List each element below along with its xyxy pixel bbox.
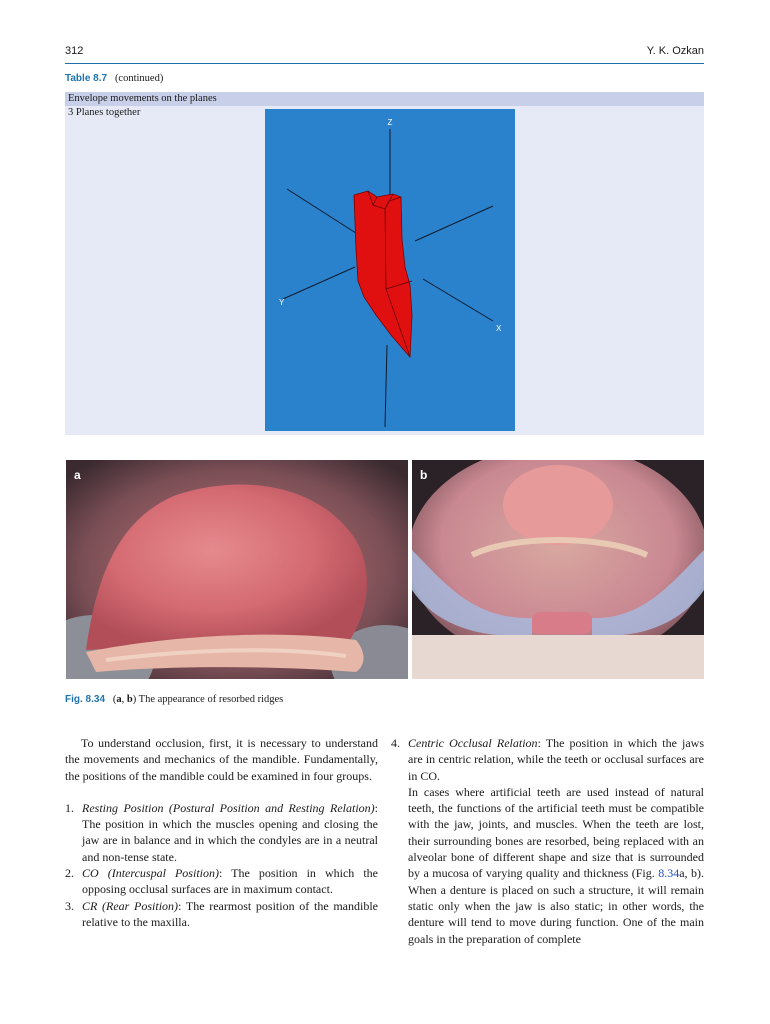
z-axis-lower xyxy=(385,345,387,427)
axis-line-upper-left xyxy=(287,189,359,235)
list-item xyxy=(65,800,378,865)
panel-label-a: a xyxy=(74,468,81,482)
axis-label-x: X xyxy=(496,324,502,333)
photo-panel-a xyxy=(66,460,408,679)
resorbed-ridge-photo-b xyxy=(412,460,704,679)
list-number: 1. xyxy=(65,800,74,815)
intro-paragraph: To understand occlusion, first, it is necessary to understand the movements and mechanics of the mandible. Fundamentally, the positions of the mandible could be examined in four groups. xyxy=(65,736,378,783)
list-number: 3. xyxy=(65,898,74,913)
list-text: : The position in which the jaws are in centric relation, while the teeth or occlusal surfaces are in CO. xyxy=(408,736,704,783)
list-term: Centric Occlusal Relation xyxy=(408,736,538,750)
figure-caption-b: b xyxy=(126,694,133,705)
x-axis-line xyxy=(423,279,493,321)
table-caption-text: (continued) xyxy=(114,73,164,84)
panel-label-b: b xyxy=(420,468,428,482)
body-column-right xyxy=(391,735,704,947)
list-text: : The rearmost position of the mandible relative to the maxilla. xyxy=(82,898,378,929)
list-term: CO (Intercuspal Position) xyxy=(82,866,219,881)
list-term: Resting Position (Postural Position and Resting Relation) xyxy=(82,800,375,815)
figure-caption-a: a xyxy=(116,694,122,705)
photo-panel-b xyxy=(412,460,704,679)
table-row-label: 3 Planes together xyxy=(68,107,141,118)
header-rule xyxy=(65,63,704,64)
paragraph-text-before: In cases where artificial teeth are used instead of natural teeth, the functions of the artificial teeth must be compatible with the jaw, joints, and muscles. When the teeth are lost, their surrounding bones are resorbed, being replaced with an alveolar bone of different shape and size that is surrounded by a mucosa of varying quality and thickness (Fig. xyxy=(408,784,704,881)
table-heading: Envelope movements on the planes xyxy=(68,93,217,104)
resorbed-ridge-photo-a xyxy=(66,460,408,679)
axis-line-upper-right xyxy=(415,206,493,241)
figure-caption-open: ( xyxy=(112,694,117,705)
list-term: CR (Rear Position) xyxy=(82,898,179,913)
running-author: Y. K. Ozkan xyxy=(646,45,704,57)
figure-caption xyxy=(65,694,283,705)
table-label: Table 8.7 xyxy=(65,73,108,84)
axis-label-y: Y xyxy=(279,298,285,307)
page-number: 312 xyxy=(65,45,84,57)
body-column-left xyxy=(65,735,378,930)
list-item xyxy=(65,898,378,931)
paragraph-text-after: a, b). When a denture is placed on such a structure, it will remain static only when the jaw is also static; in other words, the denture will tend to move during function. One of the main goals in the preparation of complete xyxy=(408,866,704,946)
y-axis-line xyxy=(283,267,355,299)
list-item xyxy=(391,735,704,784)
axis-label-z: Z xyxy=(387,118,393,127)
figure-caption-sep: , xyxy=(121,694,127,705)
envelope-3d-plot-svg xyxy=(265,109,515,431)
list-number: 2. xyxy=(65,866,74,881)
list-text: : The position in which the muscles opening and closing the jaw are in balance and in which the condyles are in a neutral and non-tense state. xyxy=(82,800,378,864)
table-caption xyxy=(65,73,163,84)
figure-reference-link[interactable]: 8.34 xyxy=(658,866,680,881)
envelope-shape xyxy=(354,191,412,357)
list-text: : The position in which the opposing occlusal surfaces are in maximum contact. xyxy=(82,866,379,897)
list-item xyxy=(65,865,378,898)
envelope-3d-plot xyxy=(265,109,515,431)
figure-caption-text: ) The appearance of resorbed ridges xyxy=(132,694,284,705)
list-number: 4. xyxy=(391,736,400,750)
table-header-row xyxy=(65,92,704,106)
figure-label: Fig. 8.34 xyxy=(65,694,106,705)
denture-paragraph xyxy=(391,784,704,947)
